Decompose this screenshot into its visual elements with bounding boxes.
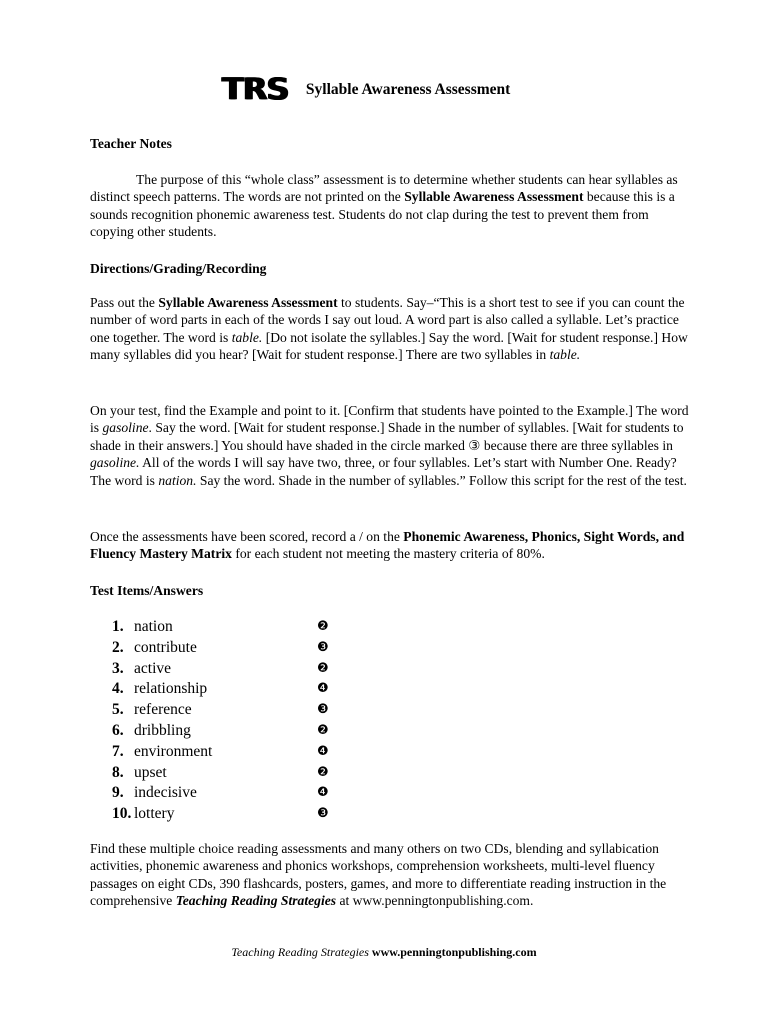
- document-header: [222, 71, 511, 116]
- item-number: 6.: [112, 721, 124, 739]
- item-answer-icon: ❹: [317, 785, 329, 801]
- item-word: upset: [134, 763, 167, 781]
- document-title: Syllable Awareness Assessment: [305, 81, 511, 99]
- italic-text: nation.: [158, 472, 197, 488]
- item-number: 4.: [112, 680, 124, 698]
- item-word: lottery: [134, 805, 175, 823]
- item-number: 8.: [112, 763, 124, 781]
- footer-url: www.penningtonpublishing.com: [371, 945, 537, 959]
- text-run: [Do not isolate the syllables.] Say the word. [Wait for student response.] How many syllables did you hear? [Wait for student response.] There are two syllables in: [90, 329, 688, 363]
- text-run: . Say the word. [Wait for student response.] Shade in the number of syllables. [Wait for students to shade in their answers.] You should have shaded in the circle marked ③ because there are three syllables in: [90, 420, 684, 453]
- italic-text: table.: [549, 347, 581, 363]
- text-run: for each student not meeting the mastery criteria of 80%.: [231, 546, 545, 562]
- test-item-row: [112, 700, 342, 721]
- test-items-heading: Test Items/Answers: [90, 583, 204, 598]
- item-word: active: [134, 659, 172, 677]
- item-number: 7.: [112, 742, 124, 760]
- item-number: 10.: [112, 805, 132, 823]
- text-run: because this is a sounds recognition phonemic awareness test. Students do not clap during the test to prevent them from copying other students.: [90, 189, 675, 240]
- test-item-row: [112, 679, 342, 700]
- closing-paragraph: [90, 840, 690, 910]
- text-run: Pass out the: [90, 295, 159, 310]
- item-answer-icon: ❸: [317, 702, 329, 718]
- test-item-row: [112, 721, 342, 742]
- text-run: Say the word. Shade in the number of syllables.” Follow this script for the rest of the test.: [196, 472, 687, 488]
- test-item-row: [112, 659, 342, 680]
- teacher-notes-heading: Teacher Notes: [90, 136, 172, 151]
- item-word: relationship: [134, 680, 208, 698]
- item-number: 2.: [112, 638, 124, 656]
- text-run: to students. Say–“This is a short test to see if you can count the number of word parts in each of the words I say out loud. A word part is also called a syllable. Let’s practice one together. The word is: [90, 295, 685, 345]
- item-answer-icon: ❷: [317, 619, 329, 634]
- item-word: environment: [134, 742, 213, 760]
- footer-title: Teaching Reading Strategies: [231, 945, 369, 959]
- test-item-row: [112, 763, 342, 784]
- test-item-row: [112, 617, 342, 638]
- item-answer-icon: ❹: [317, 681, 329, 697]
- test-item-row: [112, 783, 342, 804]
- bold-text: Phonemic Awareness, Phonics, Sight Words, and Fluency Mastery Matrix: [90, 529, 685, 562]
- item-number: 5.: [112, 701, 124, 719]
- item-word: indecisive: [134, 784, 197, 802]
- item-number: 9.: [112, 784, 124, 802]
- item-answer-icon: ❷: [317, 722, 329, 738]
- item-answer-icon: ❷: [317, 764, 329, 780]
- bold-text: Syllable Awareness Assessment: [404, 189, 584, 205]
- bold-text: Syllable Awareness Assessment: [158, 295, 338, 310]
- page-footer: [0, 944, 768, 961]
- directions-paragraph-3: [90, 528, 690, 563]
- directions-paragraph-2: [90, 402, 690, 489]
- item-word: reference: [134, 701, 192, 719]
- text-run: All of the words I will say have two, three, or four syllables. Let’s start with Number One. Ready? The word is: [90, 455, 677, 488]
- text-run: The purpose of this “whole class” assessment is to determine whether students can hear syllables as distinct speech patterns. The words are not printed on the: [90, 172, 678, 205]
- bold-italic-text: Teaching Reading Strategies: [175, 893, 337, 909]
- test-items-list: [112, 617, 342, 825]
- test-item-row: [112, 804, 342, 825]
- item-number: 1.: [112, 618, 124, 635]
- italic-text: gasoline.: [90, 455, 140, 471]
- directions-paragraph-1: [90, 294, 690, 364]
- text-run: Once the assessments have been scored, record a / on the: [90, 529, 404, 544]
- test-item-row: [112, 638, 342, 659]
- teacher-notes-paragraph: [90, 171, 690, 241]
- test-item-row: [112, 742, 342, 763]
- trs-logo: TRS: [222, 71, 289, 108]
- item-number: 3.: [112, 659, 124, 677]
- italic-text: table.: [231, 329, 263, 345]
- item-answer-icon: ❷: [317, 660, 329, 676]
- item-word: nation: [134, 618, 173, 635]
- text-run: On your test, find the Example and point to it. [Confirm that students have pointed to the Example.] The word is: [90, 403, 689, 436]
- directions-heading: Directions/Grading/Recording: [90, 261, 267, 276]
- text-run: at www.penningtonpublishing.com.: [336, 893, 534, 909]
- item-word: dribbling: [134, 721, 191, 739]
- text-run: Find these multiple choice reading assessments and many others on two CDs, blending and syllabication activities, phonemic awareness and phonics workshops, comprehension worksheets, multi-level fluency passages on eight CDs, 390 flashcards, posters, games, and more to differentiate reading instruction in the comprehensive: [90, 841, 667, 909]
- item-answer-icon: ❸: [317, 806, 329, 822]
- item-answer-icon: ❹: [317, 743, 329, 759]
- item-answer-icon: ❸: [317, 639, 329, 655]
- item-word: contribute: [134, 638, 197, 656]
- italic-text: gasoline: [102, 420, 149, 436]
